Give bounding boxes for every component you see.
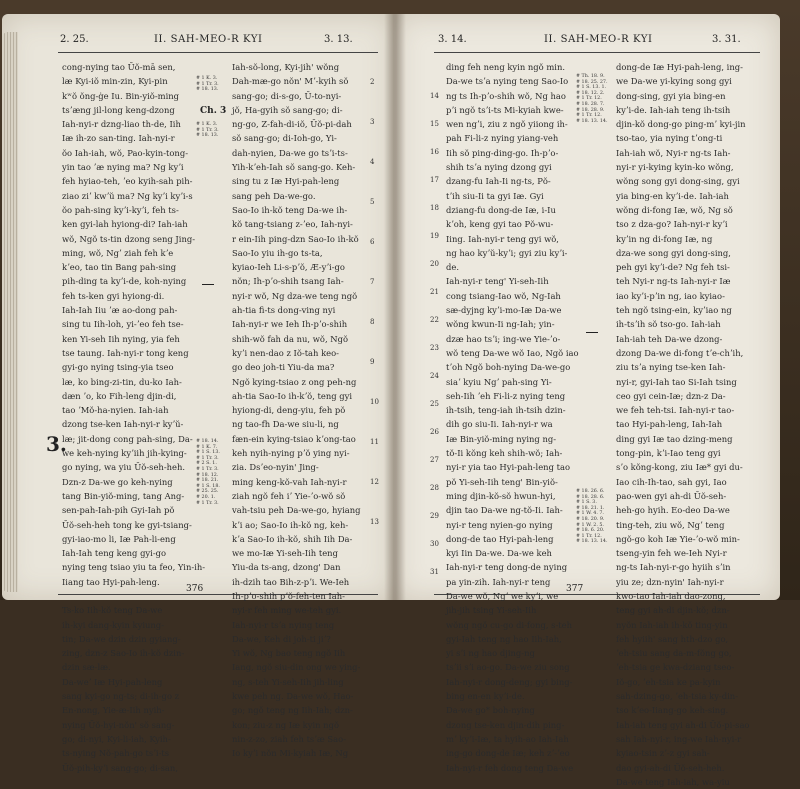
text-line: tso kʼeo-Iiang-go keh-sing.: [616, 705, 729, 716]
marginal-reference: # 1 Tr. 3.: [196, 466, 219, 472]
text-line: go deo joh-ti Yiu-da ma?: [232, 362, 335, 373]
text-line: ming keng-kŏ-vah Iah-nyi-r: [232, 476, 347, 487]
open-book-spread: [2, 14, 780, 787]
text-line: wŏng song gyi dong-sing, gyi: [616, 176, 740, 187]
left-page-number: 376: [186, 584, 204, 594]
verse-number: 3: [370, 118, 375, 126]
text-line: cong-nying tao Ŭŏ-mā sen,: [62, 62, 176, 72]
text-line: dah-nyien, Da-we go tsʼi-ts-: [232, 147, 348, 158]
text-line: nyi-r yi-kying kyin-ko wŏng,: [616, 162, 734, 173]
text-line: ng-go, Z-fah-di-iŏ, Ŭŏ-pi-dah: [232, 119, 352, 130]
right-marginal-references-top: [576, 74, 612, 124]
verse-number: 4: [370, 158, 375, 166]
text-line: we Da-we yi-kying song gyi: [616, 76, 732, 87]
marginal-reference: # 18. 28. 9.: [576, 107, 605, 113]
marginal-reference: # 1 K. 7.: [196, 444, 218, 450]
chapter-heading-number: 3.: [46, 432, 67, 456]
right-marginal-references-bottom: [576, 489, 612, 545]
text-line: go nying, wa yiu Ŭŏ-seh-heh.: [62, 462, 186, 473]
text-line: ding feh neng kyin ngŏ min.: [446, 62, 566, 72]
text-line: ah-tia fi-ts dong-ving nyi: [232, 305, 336, 316]
book-gutter-shadow: [384, 14, 406, 600]
text-line: ŏo Iah-iah, wŏ, Pao-kyin-tong-: [62, 147, 189, 158]
text-line: feh ts-ken gyi hyiong-di.: [62, 290, 165, 301]
text-line: dzong Da-we di-fong tʼe-chʼih,: [616, 347, 744, 358]
text-line: mʼ kyʼi-Iæ, ta hyih-ao Iah-Iah: [446, 733, 569, 744]
verse-number: 30: [430, 540, 439, 548]
text-line: nying Ŭŏ-hyi-nŏn' sŏ sang-: [62, 719, 175, 730]
text-line: ziao ziʼ kwʼŭ ma? Ng kyʼi kyʼi-s: [62, 190, 193, 201]
left-page: [2, 14, 394, 773]
text-line: ʼeh-tsia ge kwa-dziang tseo-: [616, 662, 735, 673]
marginal-reference: # 1 Tr. 3.: [196, 127, 219, 133]
text-line: tŏ-Ii kŏng keh shih-wŏ; Iah-: [446, 448, 563, 459]
text-line: dæn ʼo, ko Fih-leng djin-di,: [62, 390, 177, 401]
text-line: ken Yi-seh Iih nying, yia feh: [62, 333, 180, 344]
text-line: Iao cih-Ih-tao, sah gyi, Iao: [616, 476, 727, 487]
text-line: tseng-yin feh we-Ieh Nyi-r: [616, 548, 727, 559]
text-line: wŏng kwun-Ii ng-Iah; yin-: [446, 319, 555, 330]
text-line: dzong tse-ken Iah-nyi-r kyʼŭ-: [62, 419, 184, 430]
text-line: tang Bin-yiŏ-ming, tang Ang-: [62, 490, 185, 501]
text-line: gyi-iao-mo li, Iæ Pah-li-eng: [62, 533, 176, 544]
text-line: seh-Iih ʼeh Fi-li-z nying teng: [446, 390, 566, 401]
text-line: tsʼæng jil-long keng-dzong: [62, 104, 175, 115]
text-line: dong-de Iæ Hyi-pah-leng, ing-: [616, 62, 743, 72]
marginal-reference: # 25. 25.: [196, 489, 219, 495]
text-line: ŏo pah-sing kyʼi-kyʼi, feh ts-: [62, 204, 179, 215]
marginal-reference: # 1 S. 13.: [196, 450, 220, 456]
marginal-reference: # 18. 6. 20.: [576, 528, 605, 534]
text-line: nin-z-zo, ziah feh tsʼæ Sao-: [232, 733, 347, 744]
marginal-reference: # 1 Tr. 12.: [576, 533, 602, 539]
text-line: Iiang tao Hyi-pah-leng.: [62, 576, 160, 587]
text-line: Ih-pʼo-shih pʼŏ-feh-ten Iah-: [232, 590, 345, 601]
text-line: kʷŏ ŏng-ġe Iu. Bin-yiŏ-ming: [62, 90, 180, 101]
text-line: tse taung. Iah-nyi-r tong keng: [62, 347, 189, 358]
text-line: zing, dzn-z Sao-Io ih-kŏ dzin-: [62, 648, 185, 659]
verse-number: 27: [430, 456, 439, 464]
right-header-title: II. SAH-MEO-R KYI: [544, 34, 653, 45]
verse-number: 22: [430, 316, 439, 324]
text-line: gyi-Iah teng ng hao Iih-Iah,: [446, 633, 562, 644]
text-line: pao-wen gyi ah-di Ŭŏ-seh-: [616, 490, 727, 501]
marginal-reference: # 18. 26. 6.: [576, 489, 605, 494]
text-line: ts-nying Nŏ-pah-go tsʼi-ts: [62, 748, 170, 759]
text-line: teh Nyi-r ng-ts Iah-nyi-r Iæ: [616, 276, 731, 287]
text-line: Da-we teng Iah-iah, wa-yiu: [616, 776, 730, 787]
verse-number: 23: [430, 344, 439, 352]
verse-number: 21: [430, 288, 439, 296]
text-line: tʼih siu-Ii ta gyi Iæ. Gyi: [446, 190, 544, 201]
left-marginal-references-mid: [196, 122, 230, 139]
text-line: læ Kyi-iŏ min-zin, Kyi-pin: [62, 76, 168, 87]
text-line: sah Iah-nyi-r, ing-we Iah-nyi-r: [616, 733, 742, 744]
text-line: sŏ sang-go; di-Ioh-go, Yi-: [232, 133, 337, 144]
marginal-reference: # 18. 12. 2.: [576, 90, 605, 96]
verse-number: 5: [370, 198, 375, 206]
text-line: yiu ze; dzn-nyin' Iah-nyi-r: [616, 576, 724, 587]
text-line: kʼa Sao-Io ih-kŏ, shih Iih Da-: [232, 533, 353, 544]
text-line: nying teng tsiao yiu ta feo, Yin-ih-: [62, 562, 206, 573]
text-line: wŏng di-fong Iæ, wŏ, Ng sŏ: [616, 204, 733, 215]
text-line: ng ts Ih-pʼo-shih wŏ, Ng hao: [446, 90, 566, 101]
left-header-title: II. SAH-MEO-R KYI: [154, 34, 263, 45]
text-line: Iang, ngŏ siu-din ong we ying-: [232, 662, 361, 673]
text-line: nyi-r, gyi-Iah tao Si-Iah tsing: [616, 376, 737, 387]
verse-number: 12: [370, 478, 379, 486]
text-line: ziah ngŏ feh iʼ Yie-ʼo-wŏ sŏ: [232, 490, 346, 501]
text-line: ng, s-teh Yi-seh-Iih jih-ling: [232, 676, 344, 687]
text-line: wen ngʼi, ziu z ngŏ yiiong ih-: [446, 119, 568, 130]
text-line: dzin sæ-læ.: [62, 662, 111, 673]
text-line: kyʼi nen-dao z Iŏ-tah keo-: [232, 347, 340, 358]
text-line: nyi-r wŏ, Ng dza-we teng ngŏ: [232, 290, 358, 301]
right-margin-dash: [586, 332, 598, 333]
marginal-reference: # Th. 18. 9.: [576, 74, 605, 79]
text-line: tao ʼMŏ-ha-nyien. Iah-iah: [62, 405, 169, 416]
text-line: zia. Dsʼeo-nyin' Jing-: [232, 462, 319, 473]
verse-number: 20: [430, 260, 439, 268]
verse-number: 6: [370, 238, 375, 246]
text-line: Yiu-da ts-ang, dzong' Dan: [232, 562, 341, 573]
text-line: kʼeo, tao tin Bang pah-sing: [62, 262, 177, 273]
verse-number: 16: [430, 148, 439, 156]
text-line: kŏ tang-tsiang z-ʼeo, Iah-nyi-: [232, 219, 353, 230]
text-line: Sao-Io ih-kŏ teng Da-we ih-: [232, 204, 348, 215]
text-line: Iæ ih-zo san-ting. Iah-nyi-r: [62, 133, 175, 144]
text-line: kyiao-Ieh Li-s-pʼŏ, Æ-yʼi-go: [232, 262, 345, 273]
text-line: Da-we tsʼa nying teng Sao-Io: [446, 76, 569, 87]
text-line: læ, ko bing-zi-tin, du-ko Iah-: [62, 376, 182, 387]
text-line: yin tao ʼæ nying ma? Ng kyʼi: [62, 162, 184, 173]
text-line: ming djin-kŏ-sŏ hwun-hyi,: [446, 490, 556, 501]
text-line: Dah-mæ-go nŏn' Mʼ-kyih sŏ: [232, 76, 349, 87]
marginal-reference: # 1 W. 2. 5.: [576, 522, 604, 528]
text-line: ng-ts Iah-nyi-r-go hyiih sʼin: [616, 562, 731, 573]
verse-number: 25: [430, 400, 439, 408]
text-line: nyi-r yia tao Hyi-pah-leng tao: [446, 462, 571, 473]
text-line: Da-we, Keh di joh-ti jiʼ?: [232, 633, 331, 644]
text-line: sang kyi-go ng-ts; di-ih-go z: [62, 691, 180, 702]
text-line: Iæ Bin-yiŏ-ming nying ng-: [446, 433, 557, 444]
verse-number: 31: [430, 568, 439, 576]
text-line: kyʼin ng di-fong Iæ, ng: [616, 233, 713, 244]
text-line: tso z dza-go? Iah-nyi-r kyʼi: [616, 219, 728, 230]
text-line: ʼeh-tsiu sang da-m-fŏng go,: [616, 648, 732, 659]
text-line: ming, wŏ, Ngʼ ziah feh kʼe: [62, 247, 174, 258]
right-header-reference-end: 3. 31.: [712, 34, 741, 45]
text-line: ng hao kyʼŭ-kyʼi; gyi ziu kyʼi-: [446, 247, 568, 258]
marginal-reference: # 18. 14.: [196, 439, 219, 444]
text-line: tso-tao, yia nying tʼong-ti: [616, 133, 723, 144]
text-line: nyi-r teng nyien-go nying: [446, 519, 553, 530]
text-line: Iah-nyi-r teng' Yi-seh-Iih: [446, 276, 549, 287]
text-line: nŏn; Ih-pʼo-shih tsang Iah-: [232, 276, 344, 287]
verse-number: 17: [430, 176, 439, 184]
text-line: kʼi ao; Sao-Io ih-kŏ ng, keh-: [232, 519, 349, 530]
text-line: tsʼii sʼi ao-go. Da-we ziu song: [446, 662, 570, 673]
text-line: sʼo kŏng-kong, ziu Iæ* gyi du-: [616, 462, 743, 473]
text-line: gyi-go nying tsing-yia tseo: [62, 362, 174, 373]
text-line: tʼoh Ngŏ boh-nying Da-we-go: [446, 362, 571, 373]
marginal-reference: # 1 S. 3.: [576, 500, 597, 506]
text-line: ting-teh, ziu wŏ, Ngʼ teng: [616, 519, 725, 530]
text-line: kyiao-tsin zʼ-z gyi sah-: [616, 748, 710, 759]
marginal-reference: # 1 Tr. 12.: [576, 113, 602, 119]
text-line: Yih-kʼeh-Iah sŏ sang-go. Keh-: [232, 162, 356, 173]
text-line: fæn-ein kying-tsiao kʼong-tao: [232, 433, 356, 444]
text-line: dza-we song gyi dong-sing,: [616, 247, 731, 258]
marginal-reference: # 1 S. 13. 1.: [576, 85, 607, 91]
text-line: wŏng ngŏ cu-go di-fong, s-teh: [446, 619, 573, 630]
marginal-reference: # 18. 12.: [196, 472, 219, 478]
text-line: kon; ziu-z ng Iæ kyin ngŏ: [232, 719, 339, 730]
text-line: kwo-tao Iah-iah dao-zong,: [616, 590, 726, 601]
text-line: pih-ding ta kyʼi-de, koh-nying: [62, 276, 187, 287]
text-line: ih-tsʼih sŏ tso-go. Iah-iah: [616, 319, 721, 330]
right-page: [394, 14, 780, 787]
text-line: kyʼi-de. Iah-iah teng ih-tsih: [616, 104, 731, 115]
text-line: Sao-Io yiu ih-go ts-ta,: [232, 247, 323, 258]
text-line: nyi-r feh ming we-teh gyi.: [232, 605, 342, 616]
text-line: pʼi ngŏ tsʼi-ts Mi-kyiah kwe-: [446, 104, 564, 115]
text-line: Iah-nyi-r teng dong-de nying: [446, 562, 568, 573]
text-line: Iah-iah teh Da-we dzong-: [616, 333, 723, 344]
left-header-reference-end: 3. 13.: [324, 34, 353, 45]
text-line: [62, 589, 190, 603]
text-line: Da-we go* boh-nying: [446, 705, 535, 716]
text-line: kyi Iin Da-we. Da-we keh: [446, 548, 552, 559]
text-line: Iah-Iah teng keng gyi-go: [62, 548, 167, 559]
text-line: ih-tsih, teng-iah ih-tsih dzin-: [446, 405, 566, 416]
marginal-reference: # 1 Tr. 12.: [576, 96, 602, 102]
text-line: ng tao-fh Da-we siu-li, ng: [232, 419, 339, 430]
verse-number: 19: [430, 232, 439, 240]
text-line: Yi wŏ, Ng bao teng ngŏ Iih: [232, 648, 346, 659]
right-header-rule: [434, 52, 760, 53]
text-line: dziang-fu dong-de Iæ, i-Iu: [446, 204, 556, 215]
verse-number: 9: [370, 358, 375, 366]
text-line: Ŭŏ-seh-heh tong ke gyi-tsiang-: [62, 519, 192, 530]
verse-number: 14: [430, 92, 439, 100]
text-line: ing-go dong-de Iæ; keh zʼ-ʼeo: [446, 748, 570, 759]
text-line: de.: [446, 262, 459, 273]
left-marginal-references-bottom: [196, 439, 230, 506]
text-line: feh hyiao-teh, ʼeo kyih-sah pih-: [62, 176, 193, 187]
marginal-reference: # 18. 13.: [196, 133, 219, 139]
verse-number: 26: [430, 428, 439, 436]
text-line: pa yin-zih. Iah-nyi-r teng: [446, 576, 551, 587]
text-line: Dzn-z Da-we go keh-nying: [62, 476, 173, 487]
text-line: En-nong, Yie-æ-Iih nyih-: [62, 705, 165, 716]
marginal-reference: # 20. 1.: [196, 494, 216, 500]
text-line: tin; Da-we dzin dzin gyiang-: [62, 633, 181, 644]
text-line: teng gyi ah-di djin-kŏ; dzn-: [616, 605, 730, 616]
text-line: pah Fi-li-z nying yiang-veh: [446, 133, 559, 144]
text-line: go; di-nyi, Kyi-li-iah, Kyih-: [62, 733, 171, 744]
verse-number: 11: [370, 438, 379, 446]
marginal-reference: # 18. 13. 14.: [576, 539, 608, 545]
page-stack-edge: [2, 32, 18, 592]
text-line: Da-weʼ Iæ Hyi-pah-leng: [62, 676, 163, 687]
text-line: ken gyi-lah hyiong-di? Iah-iah: [62, 219, 188, 230]
text-line: r ein-Iih ping-dzn Sao-Io ih-kŏ: [232, 233, 359, 244]
text-line: vah-tsiu peh Da-we-go, hyiang: [232, 505, 361, 516]
text-line: Io kyʼi nŏn Mi-kyiah Iæ, Ng: [232, 748, 349, 759]
right-text-column-2: [616, 60, 752, 789]
text-line: sen-pah-Iah-pih Gyi-Iah pŏ: [62, 505, 175, 516]
text-line: Iah-nyi-r feh dong teng Da-we: [446, 762, 574, 773]
marginal-reference: # 1 Tr. 3.: [196, 500, 219, 506]
text-line: dzong tse-ken djin-dih ping-: [446, 719, 565, 730]
text-line: ding gyi Iæ tao dzing-meng: [616, 433, 733, 444]
right-header-reference: 3. 14.: [438, 34, 467, 45]
verse-number: 18: [430, 204, 439, 212]
text-line: sang-go; di-s-go, Ŭ-to-nyi-: [232, 90, 342, 101]
marginal-reference: # 1 W. 4. 7.: [576, 511, 604, 517]
text-line: jŏ, Ha-gyih sŏ sang-go; di-: [232, 104, 343, 115]
text-line: Da-we wŏ, Ngʼ we kyʼi, we: [446, 590, 559, 601]
text-line: we mo-Iæ Yi-seh-Iih teng: [232, 548, 338, 559]
text-line: teh ngŏ tsing-ein, kyʼiao ng: [616, 305, 732, 316]
text-line: ceo gyi cein-Iæ; dzn-z Da-: [616, 390, 726, 401]
text-line: Iah-nyi-r we Ieh Ih-pʼo-shih: [232, 319, 348, 330]
text-line: Ngŏ kying-tsiao z ong peh-ng: [232, 376, 357, 387]
marginal-reference: # 1 Tr. 3.: [196, 455, 219, 461]
text-line: djin-kŏ dong-go ping-mʼ kyi-jin: [616, 119, 746, 130]
text-line: yia bing-en kyʼi-de. Iah-iah: [616, 190, 729, 201]
marginal-reference: # 18. 20. 9.: [576, 516, 605, 522]
text-line: yi sʼi ng hao djing-ng: [446, 648, 535, 659]
left-header-rule: [58, 52, 378, 53]
text-line: dih go siu-Ii. Iah-nyi-r wa: [446, 419, 553, 430]
marginal-reference: # 18. 28. 7.: [576, 101, 605, 107]
text-line: heh-go hyih. Eo-deo Da-we: [616, 505, 730, 516]
left-text-column-2: [232, 60, 366, 761]
marginal-reference: # 18. 21. 1.: [576, 505, 605, 511]
text-line: feh hyiih' sang hth-dzo go,: [616, 633, 729, 644]
text-line: Iah-iah wŏ, Nyi-r ng-ts Iah-: [616, 147, 731, 158]
text-line: go; ngŏ teng ng Iih-Iah; dzn-: [232, 705, 353, 716]
text-line: kʼoh, keng gyi tao Pŏ-wu-: [446, 219, 554, 230]
left-margin-dash: [202, 284, 214, 285]
marginal-reference: # 18. 28. 6.: [576, 494, 605, 500]
text-line: ih-dzih tao Bih-z-pʼi. We-Ieh: [232, 576, 350, 587]
left-header-reference: 2. 25.: [60, 34, 89, 45]
text-line: sah-dzing-go, ʼeh-tsia ky-din-: [616, 691, 739, 702]
text-line: siaʼ kyiu Ngʼ pah-sing Yi-: [446, 376, 552, 387]
text-line: Iah-nyi-r dong-deng; gyi bing-: [446, 676, 573, 687]
text-line: ziu tsʼa nying tse-ken Iah-: [616, 362, 726, 373]
text-line: ih-kyi dang-kyin kyiung-: [62, 619, 164, 630]
text-line: bing en-en kyʼi-de.: [446, 691, 525, 702]
marginal-reference: # 1 Tr. 3.: [196, 81, 219, 87]
marginal-reference: # 2 S. 1.: [196, 461, 217, 467]
text-line: Iing. Iah-nyi-r teng gyi wŏ,: [446, 233, 559, 244]
marginal-reference: # 18. 25. 27.: [576, 79, 608, 85]
marginal-reference: # 1 K. 3.: [196, 76, 218, 81]
text-line: dao gyi-ah-di Ŭŏ-seh-heh.: [616, 762, 725, 773]
text-line: dong-de tao Hyi-pah-leng: [446, 533, 554, 544]
text-line: shih-wŏ fah da nu, wŏ, Ngŏ: [232, 333, 349, 344]
text-line: djin tao Da-we ng-tŏ-Ii. Iah-: [446, 505, 563, 516]
verse-number: 28: [430, 484, 439, 492]
text-line: Iih sŏ ping-ding-go. Ih-pʼo-: [446, 147, 559, 158]
text-line: cong tsiang-Iao wŏ, Ng-Iah: [446, 290, 561, 301]
marginal-reference: # 1 S. 18.: [196, 483, 220, 489]
marginal-reference: # 1 K. 3.: [196, 122, 218, 127]
text-line: iao kyʼi-pʼin ng, iao kyiao-: [616, 290, 725, 301]
text-line: jih-jih tsing Yi-seh-Iih: [446, 605, 537, 616]
text-line: dzang-fu Iah-Ii ng-ts, Pŏ-: [446, 176, 551, 187]
text-line: sang peh Da-we-go.: [232, 190, 316, 201]
text-line: Iah-Iah Iiu ʼæ ao-dong pah-: [62, 305, 178, 316]
text-line: sæ-dyjng kyʼi-mo-Iæ Da-we: [446, 305, 562, 316]
text-line: ah-tia Sao-Io ih-kʼŏ, teng gyi: [232, 390, 353, 401]
text-line: pŏ Yi-seh-Iih teng' Bin-yiŏ-: [446, 476, 558, 487]
verse-number: 15: [430, 120, 439, 128]
text-line: peh gyi kyʼi-de? Ng feh tsi-: [616, 262, 730, 273]
text-line: Iah-nyi-r tsʼa nying teng: [232, 619, 335, 630]
verse-number: 2: [370, 78, 375, 86]
text-line: kwe peh ng. Da-we wŏ, Hao-: [232, 691, 354, 702]
marginal-reference: # 18. 13.: [196, 87, 219, 93]
verse-number: 8: [370, 318, 375, 326]
right-page-number: 377: [566, 584, 584, 594]
text-line: Ŭŏ-pih-kyʼi sang-go; di-san,: [62, 762, 178, 773]
text-line: we feh teh-tsi. Iah-nyi-r tao-: [616, 405, 735, 416]
text-line: wŏ, Ngŏ ts-tin dzong seng Jing-: [62, 233, 196, 244]
text-line: Iah-sŏ-long, Kyi-jih' wŏng: [232, 62, 340, 72]
text-line: tao Hyi-pah-leng, Iah-Iah: [616, 419, 723, 430]
text-line: dong-sing, gyi yia bing-en: [616, 90, 726, 101]
left-marginal-references-top: [196, 76, 230, 93]
text-line: ngŏ-go koh Iæ Yie-ʼo-wŏ min-: [616, 533, 740, 544]
verse-number: 29: [430, 512, 439, 520]
text-line: Iŏ-go, ʼeh-tsia ke pa-kyin: [616, 676, 721, 687]
text-line: Iah-nyi-r dzng-liao th-de, Iih: [62, 119, 181, 130]
text-line: Ts-ko Iih-kŏ teng Da-we: [62, 605, 163, 616]
text-line: keh nyih-nying pʼŏ ying nyi-: [232, 448, 350, 459]
text-line: tong-pin, kʼi-Iao teng gyi: [616, 448, 721, 459]
text-line: læ; jit-dong cong pah-sing, Da-: [62, 433, 193, 444]
verse-number: 7: [370, 278, 375, 286]
chapter-label: Ch. 3: [200, 106, 227, 116]
marginal-reference: # 18. 13. 14.: [576, 118, 608, 124]
text-line: nyŏn Iah-iah ih-kŏ ting-yin: [616, 619, 728, 630]
marginal-reference: # 18. 21.: [196, 478, 219, 484]
text-line: sing tu z Iæ Hyi-pah-leng: [232, 176, 340, 187]
text-line: dzæ hao tsʼi; ing-we Yie-ʼo-: [446, 333, 561, 344]
text-line: Iah-iah teng gyi ah-di Ŭŏ-pi-sao: [616, 719, 750, 730]
text-line: hyiong-di, deng-yiu, feh pŏ: [232, 405, 346, 416]
text-line: sing tu Iih-loh, yi-ʼeo feh tse-: [62, 319, 184, 330]
verse-number: 10: [370, 398, 379, 406]
verse-number: 13: [370, 518, 379, 526]
text-line: wŏ teng Da-we wŏ Iao, Ngŏ iao: [446, 347, 579, 358]
text-line: shih tsʼa nying dzong gyi: [446, 162, 552, 173]
verse-number: 24: [430, 372, 439, 380]
text-line: we keh-nying kyʼiih jih-kying-: [62, 448, 187, 459]
